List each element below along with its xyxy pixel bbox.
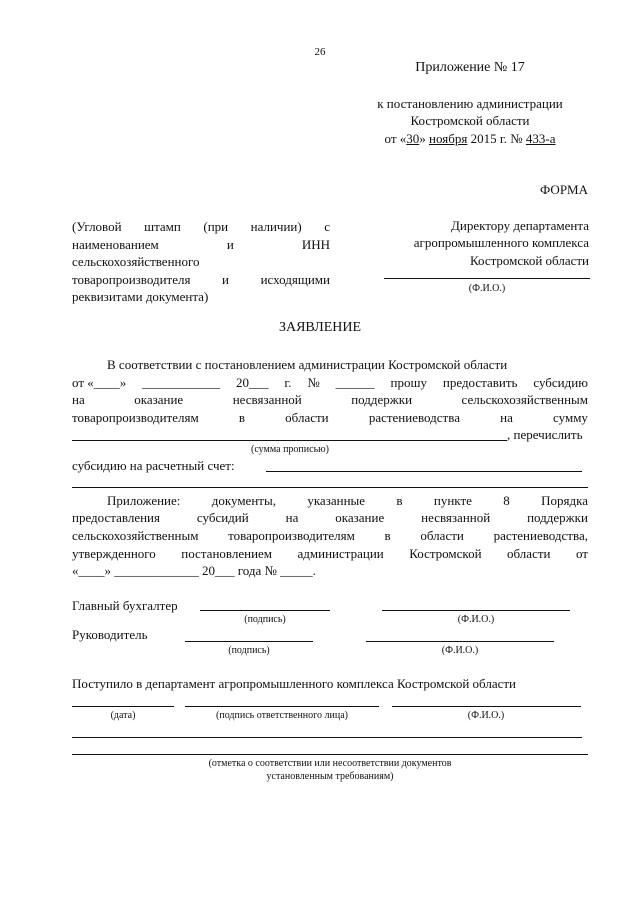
- stamp-word: ИНН: [301, 237, 330, 252]
- head-fio-caption: (Ф.И.О.): [441, 645, 479, 656]
- p1-word: сельскохозяйственным: [461, 392, 588, 407]
- p1-word: прошу: [390, 375, 428, 390]
- p2-line-2: [72, 510, 588, 526]
- note-line-1: [72, 737, 582, 738]
- p2-word: несвязанной: [421, 510, 491, 525]
- p2-word: поддержки: [527, 510, 588, 525]
- p1-word: несвязанной: [232, 392, 302, 407]
- date-day: 30: [406, 131, 420, 146]
- p2-word: Костромской: [409, 546, 482, 561]
- receipt-date-caption: (дата): [110, 710, 136, 721]
- stamp-line-4: [72, 272, 330, 288]
- p2-word: Порядка: [541, 493, 588, 508]
- p2-word: товаропроизводителям: [228, 528, 355, 543]
- stamp-line-5: реквизитами документа): [72, 289, 209, 304]
- stamp-word: исходящими: [260, 272, 330, 287]
- appendix-line-1: к постановлению администрации: [377, 96, 563, 111]
- p2-word: утвержденного: [72, 546, 156, 561]
- p2-word: 8: [503, 493, 510, 508]
- date-number: 433-а: [525, 131, 556, 146]
- p1-word: на: [72, 392, 85, 407]
- p1-word: поддержки: [351, 392, 413, 407]
- p2-line-5: «____» _____________ 20___ года № _____.: [72, 563, 316, 578]
- p1-word: от «____»: [72, 375, 127, 390]
- p2-word: пункте: [433, 493, 472, 508]
- p1-word: №: [307, 375, 320, 390]
- stamp-word: наименованием: [72, 237, 159, 252]
- form-label: ФОРМА: [540, 182, 588, 197]
- p2-word: в: [396, 493, 403, 508]
- head-label: Руководитель: [72, 627, 148, 642]
- date-month: ноября: [429, 131, 468, 146]
- p1-line-2: [72, 375, 588, 391]
- p2-word: сельскохозяйственным: [72, 528, 199, 543]
- chief-signature-line: [200, 610, 330, 611]
- stamp-word: наличии): [250, 219, 302, 234]
- p1-word: ______: [335, 375, 375, 390]
- p1-word: на: [500, 410, 513, 425]
- addressee-line-2: агропромышленного комплекса: [413, 235, 589, 250]
- chief-fio-caption: (Ф.И.О.): [457, 614, 495, 625]
- sum-line: [72, 440, 507, 441]
- appendix-date-line: [360, 131, 580, 147]
- p2-word: в: [384, 528, 391, 543]
- chief-fio-line: [382, 610, 570, 611]
- stamp-word: штамп: [144, 219, 181, 234]
- date-year: 2015 г. №: [467, 131, 526, 146]
- p2-word: указанные: [307, 493, 366, 508]
- p1-word: 20___: [236, 375, 269, 390]
- p2-word: на: [285, 510, 299, 525]
- p1-line-1: В соответствии с постановлением администрации Костромской области: [107, 357, 508, 372]
- addressee-line-1: Директору департамента: [451, 218, 589, 233]
- stamp-line-3: сельскохозяйственного: [72, 254, 200, 269]
- p1-word: сумму: [553, 410, 588, 425]
- account-line: [266, 471, 582, 472]
- p2-word: растениеводства,: [493, 528, 588, 543]
- appendix-title: Приложение № 17: [415, 60, 525, 75]
- p1-word: ____________: [142, 375, 221, 390]
- head-signature-caption: (подпись): [228, 645, 270, 656]
- head-fio-line: [366, 641, 554, 642]
- stamp-word: товаропроизводителя: [72, 272, 191, 287]
- stamp-line-1: [72, 219, 330, 235]
- p1-word: г.: [284, 375, 292, 390]
- p2-line-4: [72, 546, 588, 562]
- p2-word: оказание: [335, 510, 385, 525]
- p1-word: предоставить: [442, 375, 518, 390]
- note-line-2: [72, 754, 588, 755]
- document-title: ЗАЯВЛЕНИЕ: [278, 320, 362, 335]
- date-mid: »: [419, 131, 430, 146]
- p2-word: администрации: [297, 546, 384, 561]
- p1-word: области: [285, 410, 329, 425]
- stamp-word: (при: [203, 219, 229, 234]
- p1-line-4: [72, 410, 588, 426]
- receipt-signature-line: [185, 706, 379, 707]
- receipt-title: Поступило в департамент агропромышленного комплекса Костромской области: [72, 676, 516, 691]
- p1-word: растениеводства: [368, 410, 460, 425]
- p1-word: оказание: [134, 392, 184, 407]
- sum-caption: (сумма прописью): [251, 444, 329, 455]
- stamp-line-2: [72, 237, 330, 253]
- p1-line-3: [72, 392, 588, 408]
- p1-word: субсидию: [533, 375, 588, 390]
- stamp-word: с: [324, 219, 330, 234]
- p2-word: субсидий: [196, 510, 249, 525]
- stamp-word: и: [226, 237, 234, 252]
- addressee-line-3: Костромской области: [469, 253, 589, 268]
- note-caption-1: (отметка о соответствии или несоответствии документов: [208, 758, 452, 769]
- head-signature-line: [185, 641, 313, 642]
- p1-word: товаропроизводителям: [72, 410, 199, 425]
- p2-line-1: [107, 493, 588, 509]
- stamp-word: (Угловой: [72, 219, 122, 234]
- p2-word: области: [507, 546, 551, 561]
- p2-word: предоставления: [72, 510, 160, 525]
- chief-accountant-label: Главный бухгалтер: [72, 598, 178, 613]
- stamp-word: и: [222, 272, 229, 287]
- p2-word: документы,: [211, 493, 276, 508]
- p1-word: в: [238, 410, 245, 425]
- p1-line-5-end: , перечислить: [507, 427, 583, 442]
- receipt-fio-line: [392, 706, 581, 707]
- p2-line-3: [72, 528, 588, 544]
- receipt-fio-caption: (Ф.И.О.): [467, 710, 505, 721]
- note-caption-2: установленным требованиям): [266, 771, 394, 782]
- chief-signature-caption: (подпись): [244, 614, 286, 625]
- addressee-fio-caption: (Ф.И.О.): [468, 283, 506, 294]
- p2-word: постановлением: [181, 546, 273, 561]
- appendix-line-2: Костромской области: [410, 113, 530, 128]
- date-prefix: от «: [384, 131, 407, 146]
- p2-word: от: [575, 546, 588, 561]
- account-line-2: [72, 487, 588, 488]
- addressee-fio-line: [384, 278, 590, 279]
- receipt-date-line: [72, 706, 174, 707]
- receipt-responsible-caption: (подпись ответственного лица): [216, 710, 348, 721]
- account-label: субсидию на расчетный счет:: [72, 458, 235, 473]
- p2-word: области: [420, 528, 464, 543]
- page-number: 26: [314, 46, 326, 58]
- p2-word: Приложение:: [107, 493, 181, 508]
